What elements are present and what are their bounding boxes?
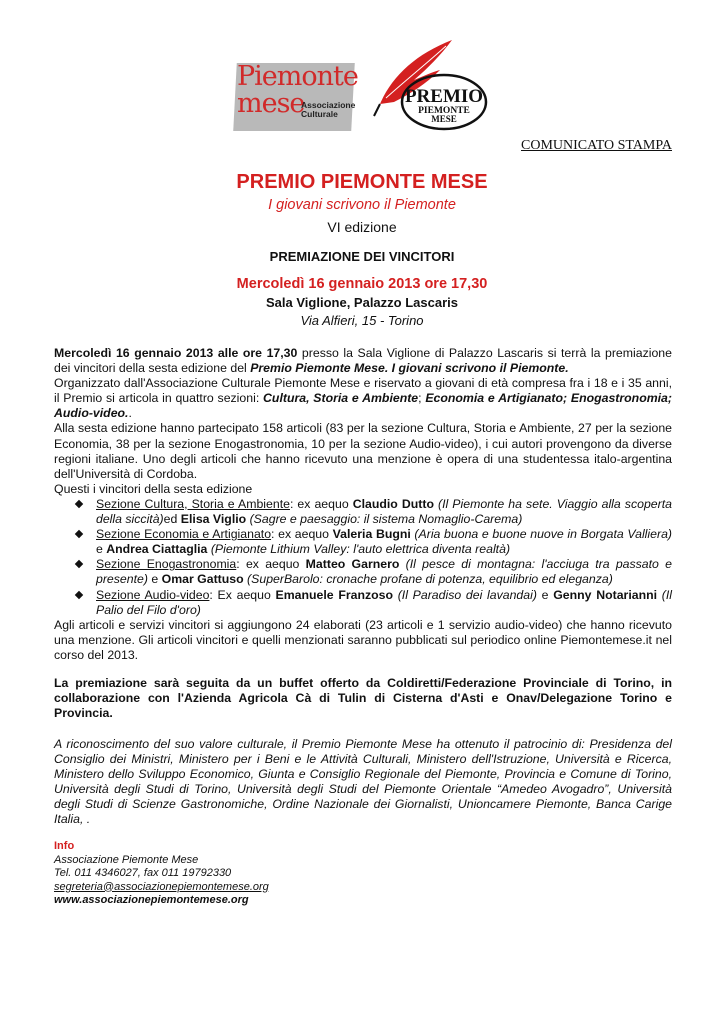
logo-text-associazione	[301, 101, 355, 119]
winner-connector: e	[536, 587, 554, 602]
winner-name: Omar Gattuso	[161, 572, 244, 587]
sections-end: .	[128, 406, 132, 421]
paragraph-intro	[54, 346, 672, 376]
sections-text: Organizzato dall'Associazione Culturale Piemonte Mese e riservato a giovani di età compresa fra i 18 e i 35 anni, il Premio si articola in quattro sezioni:	[54, 376, 672, 406]
winner-article: (Il pesce di montagna: l'acciuga tra passato e presente)	[96, 557, 672, 587]
piemonte-mese-logo	[229, 57, 357, 132]
main-body	[54, 346, 672, 663]
logo-tag-2: Culturale	[301, 109, 338, 119]
winner-connector: : ex aequo	[271, 527, 333, 542]
winner-article: (Il Paradiso dei lavandai)	[393, 587, 537, 602]
bullet-icon	[75, 560, 83, 568]
premio-piemonte-mese-logo	[366, 36, 490, 134]
winner-name: Genny Notarianni	[553, 587, 658, 602]
document-subtitle: I giovani scrivono il Piemonte	[268, 197, 456, 213]
winner-connector: : Ex aequo	[209, 587, 276, 602]
premiazione-heading: PREMIAZIONE DEI VINCITORI	[269, 249, 455, 264]
info-website-link[interactable]: www.associazionepiemontemese.org	[54, 894, 249, 906]
list-item	[54, 527, 672, 557]
paragraph-patronage: A riconoscimento del suo valore culturale, il Premio Piemonte Mese ha ottenuto il patrocinio di: Presidenza del Consiglio dei Ministri, Ministero per i Beni e le Attività Culturali, Ministero dell'Istruzione, Università e Ricerca, Ministero dello Sviluppo Economico, Giunta e Consiglio Regionale del Piemonte, Provincia e Comune di Torino, Università degli Studi di Torino, Università degli Studi del Piemonte Orientale “Amedeo Avogadro”, Università degli Studi di Scienze Gastronomiche, Ordine Nazionale dei Giornalisti, Unioncamere Piemonte, Banca Carige Italia, .	[54, 737, 672, 827]
logo-text-mese: mese	[237, 88, 305, 119]
winner-article: (Aria buona e buone nuove in Borgata Valliera)	[410, 527, 673, 542]
paragraph-participation: Alla sesta edizione hanno partecipato 158 articoli (83 per la sezione Cultura, Storia e Ambiente, 27 per la sezione Economia, 38 per la sezione Enogastronomia, 10 per la sezione Audio-video), i cui autori provengono da diverse regioni italiane. Uno degli articoli che hanno ricevuto una menzione è opera di una studentessa italo-argentina dell'Università di Cordoba.	[54, 421, 672, 481]
winner-connector: ed	[163, 512, 181, 527]
winner-name: Andrea Ciattaglia	[106, 542, 208, 557]
info-block	[54, 840, 269, 908]
winner-section: Sezione Cultura, Storia e Ambiente	[96, 496, 290, 511]
info-email-link[interactable]: segreteria@associazionepiemontemese.org	[54, 880, 269, 893]
event-date: Mercoledì 16 gennaio 2013 ore 17,30	[236, 276, 488, 292]
winner-name: Matteo Garnero	[305, 557, 400, 572]
intro-premio-name: Premio Piemonte Mese. I giovani scrivono il Piemonte.	[250, 361, 569, 376]
winners-list	[54, 497, 672, 618]
bullet-icon	[75, 530, 83, 538]
logo-premio-text: PREMIO	[404, 86, 484, 107]
logo-piemonte-text: PIEMONTE	[418, 106, 470, 116]
sections-separator: ;	[418, 391, 426, 406]
bullet-icon	[75, 590, 83, 598]
winner-connector: e	[147, 572, 162, 587]
paragraph-buffet: La premiazione sarà seguita da un buffet offerto da Coldiretti/Federazione Provinciale di Torino, in collaborazione con l'Azienda Agricola Cà di Tulin di Cisterna d'Asti e Onav/Delegazione Torino e Provincia.	[54, 676, 672, 721]
section-cultura: Cultura, Storia e Ambiente	[263, 391, 419, 406]
winner-connector: e	[96, 542, 107, 557]
winner-section: Sezione Economia e Artigianato	[96, 527, 272, 542]
winner-section: Sezione Enogastronomia	[96, 557, 237, 572]
event-venue: Sala Viglione, Palazzo Lascaris	[266, 295, 458, 310]
comunicato-stampa-heading: COMUNICATO STAMPA	[521, 138, 672, 153]
winner-connector: : ex aequo	[289, 496, 353, 511]
winner-section: Sezione Audio-video	[96, 587, 210, 602]
document-title: PREMIO PIEMONTE MESE	[236, 171, 488, 193]
sections-other: Economia e Artigianato; Enogastronomia; Audio-video.	[54, 391, 672, 421]
info-label: Info	[54, 840, 75, 852]
winner-name: Claudio Dutto	[352, 496, 434, 511]
winner-connector: : ex aequo	[236, 557, 306, 572]
winner-name: Elisa Viglio	[180, 512, 247, 527]
edition-label: VI edizione	[327, 219, 397, 235]
logo-mese-text: MESE	[431, 114, 457, 124]
paragraph-winners-intro: Questi i vincitori della sesta edizione	[54, 481, 253, 496]
winner-article: (Piemonte Lithium Valley: l'auto elettrica diventa realtà)	[207, 542, 511, 557]
winner-name: Valeria Bugni	[332, 527, 411, 542]
paragraph-sections	[54, 376, 672, 421]
info-organization: Associazione Piemonte Mese	[54, 853, 199, 866]
paragraph-mentions: Agli articoli e servizi vincitori si aggiungono 24 elaborati (23 articoli e 1 servizio audio-video) che hanno ricevuto una menzione. Gli articoli vincitori e quelli menzionati saranno pubblicati sul periodico online Piemontemese.it nel corso del 2013.	[54, 617, 672, 662]
winner-article: (Il Piemonte ha sete. Viaggio alla scoperta della siccità)	[96, 496, 672, 527]
logo-tag-1: Associazione	[301, 100, 356, 110]
winner-article: (SuperBarolo: cronache profane di potenza, equilibrio ed eleganza)	[243, 572, 613, 587]
bullet-icon	[75, 500, 83, 508]
list-item	[54, 557, 672, 587]
logo-text-piemonte: Piemonte	[237, 61, 358, 92]
winner-name: Emanuele Franzoso	[275, 587, 393, 602]
info-phone: Tel. 011 4346027, fax 011 19792330	[54, 867, 232, 879]
winner-article: (Sagre e paesaggio: il sistema Nomaglio-Carema)	[246, 512, 523, 527]
winner-article: (Il Palio del Filo d'oro)	[96, 587, 672, 617]
event-address: Via Alfieri, 15 - Torino	[300, 313, 424, 328]
list-item	[54, 497, 672, 527]
intro-text: presso la Sala Viglione di Palazzo Lascaris si terrà la premiazione dei vincitori della sesta edizione del	[54, 346, 672, 376]
intro-date: Mercoledì 16 gennaio 2013 alle ore 17,30	[54, 346, 298, 360]
list-item	[54, 588, 672, 618]
